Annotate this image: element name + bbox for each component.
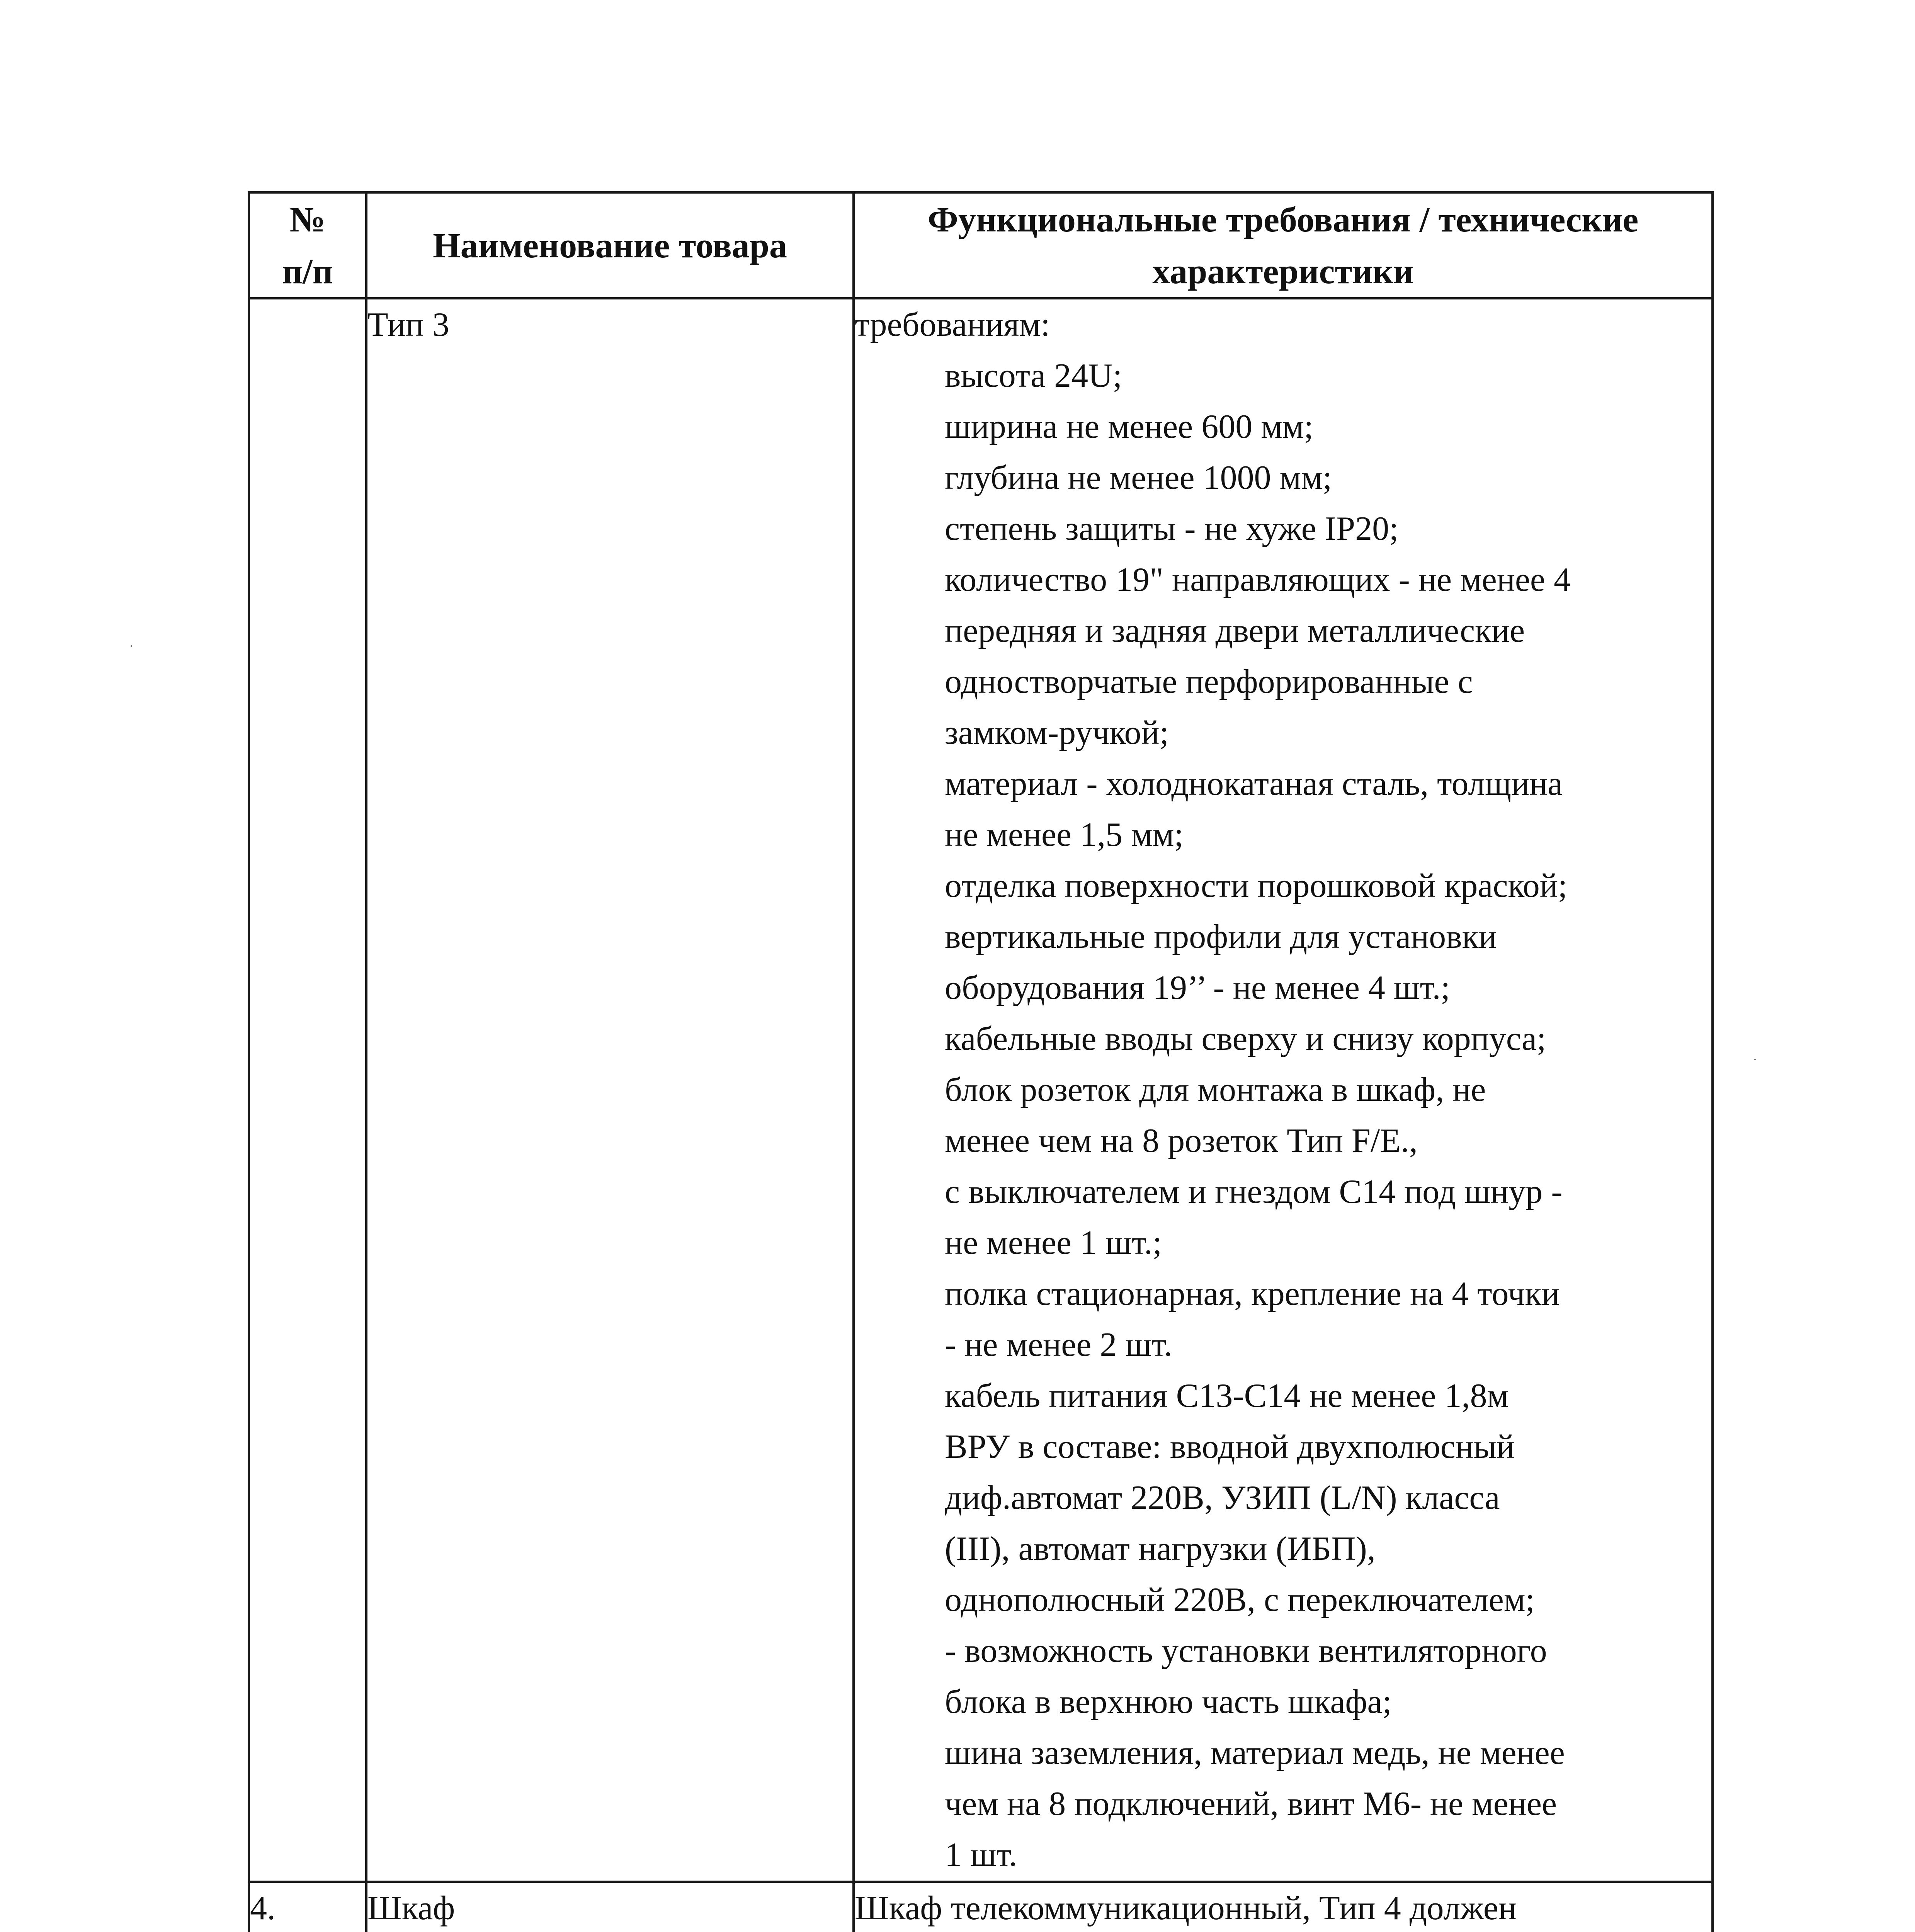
header-name-label: Наименование товара	[433, 226, 787, 265]
scan-speck	[131, 645, 132, 647]
requirements-list	[855, 350, 1711, 1881]
requirement-item: шина заземления, материал медь, не менее чем на 8 подключений, винт М6- не менее 1 шт.	[945, 1734, 1565, 1874]
row-name: Тип 3	[367, 306, 449, 344]
table-row	[249, 1882, 1713, 1932]
table-header-row	[249, 192, 1713, 298]
requirement-item: материал - холоднокатаная сталь, толщина не менее 1,5 мм;	[945, 765, 1563, 854]
row-name-cell	[366, 298, 854, 1882]
requirement-item: вертикальные профили для установки оборудования 19’’ - не менее 4 шт.;	[945, 918, 1497, 1007]
requirement-item: - возможность установки вентиляторного блока в верхнюю часть шкафа;	[945, 1632, 1547, 1721]
row-requirements-cell	[854, 1882, 1713, 1932]
scan-speck	[1754, 1059, 1756, 1060]
requirement-item: глубина не менее 1000 мм;	[945, 459, 1332, 497]
row-name-cell	[366, 1882, 854, 1932]
requirement-item: кабельные вводы сверху и снизу корпуса;	[945, 1020, 1546, 1058]
row-requirements-cell	[854, 298, 1713, 1882]
header-number-label: № п/п	[282, 200, 333, 291]
header-requirements-label: Функциональные требования / технические характеристики	[927, 200, 1639, 291]
row-number: 4.	[250, 1889, 276, 1927]
requirement-item: ВРУ в составе: вводной двухполюсный диф.автомат 220В, УЗИП (L/N) класса (III), автомат нагрузки (ИБП), однополюсный 220В, с переключателем;	[945, 1428, 1535, 1619]
requirement-item: с выключателем и гнездом С14 под шнур - не менее 1 шт.;	[945, 1173, 1563, 1262]
requirement-item: передняя и задняя двери металлические одностворчатые перфорированные с замком-ручкой;	[945, 612, 1525, 752]
requirement-item: ширина не менее 600 мм;	[945, 408, 1314, 446]
specification-table	[248, 191, 1714, 1932]
requirement-item: высота 24U;	[945, 357, 1122, 395]
requirement-item: степень защиты - не хуже IP20;	[945, 510, 1399, 548]
row-number-cell	[249, 1882, 366, 1932]
header-number	[249, 192, 366, 298]
requirement-item: полка стационарная, крепление на 4 точки - не менее 2 шт.	[945, 1275, 1560, 1364]
requirement-item: количество 19" направляющих - не менее 4	[945, 561, 1571, 599]
table-row	[249, 298, 1713, 1882]
requirement-item: отделка поверхности порошковой краской;	[945, 867, 1568, 905]
requirement-item: блок розеток для монтажа в шкаф, не менее чем на 8 розеток Тип F/E.,	[945, 1071, 1486, 1160]
requirements-intro: требованиям:	[855, 306, 1050, 344]
requirements-intro: Шкаф телекоммуникационный, Тип 4 должен	[855, 1889, 1517, 1927]
header-name	[366, 192, 854, 298]
requirement-item: кабель питания С13-С14 не менее 1,8м	[945, 1377, 1509, 1415]
row-name: Шкаф	[367, 1889, 455, 1927]
row-number-cell	[249, 298, 366, 1882]
header-requirements	[854, 192, 1713, 298]
